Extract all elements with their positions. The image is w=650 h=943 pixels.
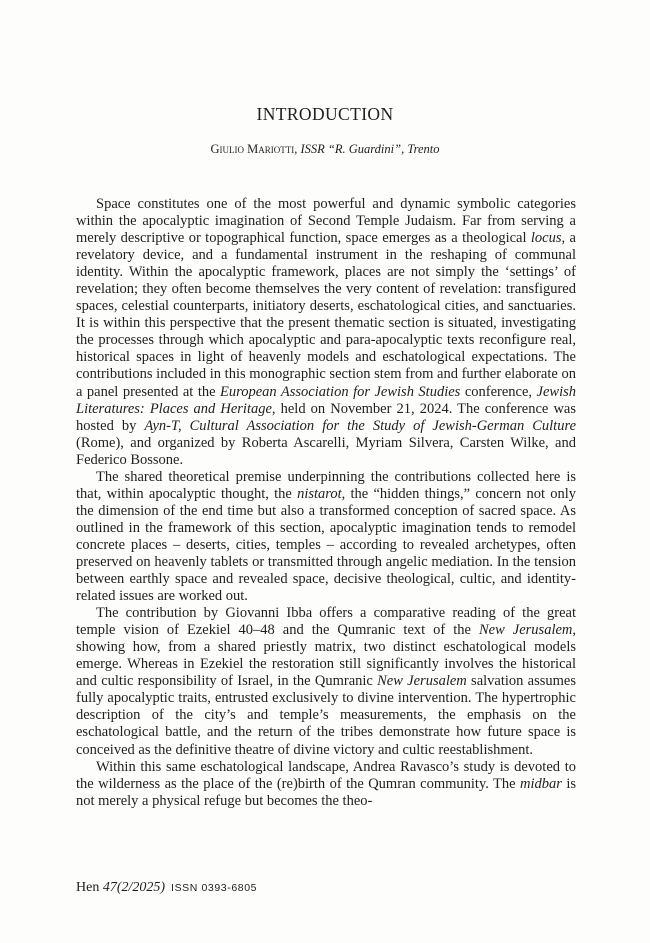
article-title: INTRODUCTION: [256, 104, 394, 124]
journal-name: Hen: [76, 880, 103, 895]
paragraph-4: Within this same eschatological landscape, Andrea Ravasco’s study is devoted to the wilderness as the place of the (re)birth of the Qumran community. The midbar is not merely a physical refuge but becomes the theo-: [76, 758, 576, 809]
byline-separator: ,: [294, 142, 301, 156]
journal-volume: 47(2/2025): [102, 880, 166, 895]
article-body: [76, 196, 576, 810]
paragraph-3: The contribution by Giovanni Ibba offers a comparative reading of the great temple vision of Ezekiel 40–48 and the Qumranic text of the New Jerusalem, showing how, from a shared priestly matrix, two distinct eschatological models emerge. Whereas in Ezekiel the restoration still significantly involves the historical and cultic responsibility of Israel, in the Qumranic New Jerusalem salvation assumes fully apocalyptic traits, entrusted exclusively to divine intervention. The hypertrophic description of the city’s and temple’s measurements, the emphasis on the eschatological battle, and the return of the tribes demonstrate how future space is conceived as the definitive theatre of divine victory and cultic reestablishment.: [76, 605, 577, 758]
journal-issn: ISSN 0393-6805: [171, 882, 258, 894]
paragraph-2: The shared theoretical premise underpinning the contributions collected here is that, within apocalyptic thought, the nistarot, the “hidden things,” concern not only the dimension of the end time but also a transformed conception of sacred space. As outlined in the framework of this section, apocalyptic imagination tends to remodel concrete places – deserts, cities, temples – according to revealed archetypes, often preserved on heavenly tablets or transmitted through angelic mediation. In the tension between earthly space and revealed space, decisive theological, cultic, and identity-related issues are worked out.: [76, 468, 576, 605]
paragraph-1: Space constitutes one of the most powerful and dynamic symbolic categories within the apocalyptic imagination of Second Temple Judaism. Far from serving a merely descriptive or topographical function, space emerges as a theological locus, a revelatory device, and a fundamental instrument in the reshaping of communal identity. Within the apocalyptic framework, places are not simply the ‘settings’ of revelation; they often become themselves the very content of revelation: transfigured spaces, celestial counterparts, initiatory deserts, eschatological cities, and sanctuaries. It is within this perspective that the present thematic section is situated, investigating the processes through which apocalyptic and para-apocalyptic texts reconfigure real, historical spaces in light of heavenly models and eschatological expectations. The contributions included in this monographic section stem from and further elaborate on a panel presented at the European Association for Jewish Studies conference, Jewish Literatures: Places and Heritage, held on November 21, 2024. The conference was hosted by Ayn-T, Cultural Association for the Study of Jewish-German Culture (Rome), and organized by Roberta Ascarelli, Myriam Silvera, Carsten Wilke, and Federico Bossone.: [76, 196, 577, 468]
page-footer: [76, 880, 257, 896]
author-affiliation: ISSR “R. Guardini”, Trento: [300, 142, 440, 156]
author-name: Giulio Mariotti: [210, 142, 295, 156]
byline: [0, 142, 650, 157]
